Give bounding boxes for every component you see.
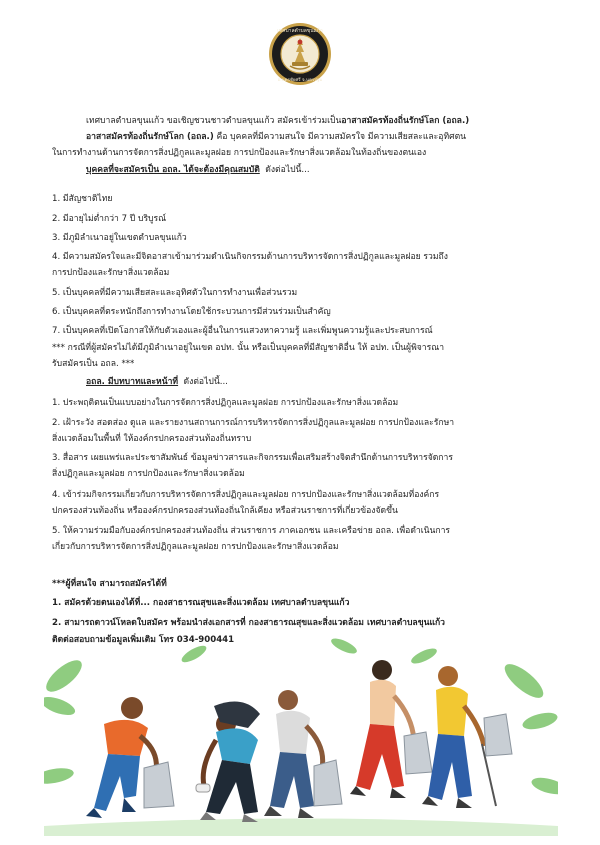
qualification-item: 7. เป็นบุคคลที่เปิดโอกาสให้กับตัวเองและผู้อื่นในการแสวงหาความรู้ และเพิ่มพูนความรู้และประสบการณ์ (52, 326, 433, 336)
qualifications-heading-text: บุคคลที่จะสมัครเป็น อถล. ได้จะต้องมีคุณสมบัติ (86, 165, 260, 175)
logo-top-text: เทศบาลตำบลขุนแก้ว (277, 28, 323, 34)
apply-heading: ***ผู้ที่สนใจ สามารถสมัครได้ที่ (52, 579, 167, 589)
qualification-note: *** กรณีที่ผู้สมัครไม่ได้มีภูมิลำเนาอยู่ในเขต อปท. นั้น หรือเป็นบุคคลที่มีสัญชาติอื่น ให้ อปท. เป็นผู้พิจารณา (52, 343, 445, 353)
intro-highlight: อาสาสมัครท้องถิ่นรักษ์โลก (อถล.) (341, 116, 470, 126)
intro-line-1 (86, 114, 586, 129)
municipality-seal-logo (268, 22, 332, 86)
apply-item: 1. สมัครด้วยตนเองได้ที่... กองสาธารณสุขและสิ่งแวดล้อม เทศบาลตำบลขุนแก้ว (52, 598, 350, 608)
duty-item: 5. ให้ความร่วมมือกับองค์กรปกครองส่วนท้องถิ่น ส่วนราชการ ภาคเอกชน และเครือข่าย อถล. เพื่อดำเนินการ (52, 526, 451, 536)
duty-item-continued: สิ่งแวดล้อมในพื้นที่ ให้องค์กรปกครองส่วนท้องถิ่นทราบ (52, 434, 252, 444)
intro-definition-term: อาสาสมัครท้องถิ่นรักษ์โลก (อถล.) (86, 132, 214, 142)
volunteers-cleanup-illustration (44, 636, 558, 836)
qualification-item-continued: การปกป้องและรักษาสิ่งแวดล้อม (52, 268, 170, 278)
duties-heading-text: อถล. มีบทบาทและหน้าที่ (86, 377, 179, 387)
qualification-item: 1. มีสัญชาติไทย (52, 194, 113, 204)
duties-heading-suffix: ดังต่อไปนี้... (183, 377, 228, 387)
volunteer-man-grabber-icon (422, 666, 512, 808)
intro-text: เทศบาลตำบลขุนแก้ว ขอเชิญชวนชาวตำบลขุนแก้ว สมัครเข้าร่วมเป็น (86, 116, 342, 126)
duty-item-continued: สิ่งปฏิกูลและมูลฝอย การปกป้องและรักษาสิ่งแวดล้อม (52, 469, 245, 479)
duty-item-continued: เกี่ยวกับการบริหารจัดการสิ่งปฏิกูลและมูลฝอย การปกป้องและรักษาสิ่งแวดล้อม (52, 542, 339, 552)
qualification-item: 4. มีความสมัครใจและมีจิตอาสาเข้ามาร่วมดำเนินกิจกรรมด้านการบริหารจัดการสิ่งปฏิกูลและมูลฝอย รวมถึง (52, 252, 448, 262)
qualification-note-continued: รับสมัครเป็น อถล. *** (52, 359, 135, 369)
volunteer-man-backpack-icon (196, 702, 260, 823)
duty-item: 1. ประพฤติตนเป็นแบบอย่างในการจัดการสิ่งปฏิกูลและมูลฝอย การปกป้องและรักษาสิ่งแวดล้อม (52, 398, 399, 408)
qualification-item: 5. เป็นบุคคลที่มีความเสียสละและอุทิศตัวในการทำงานเพื่อส่วนรวม (52, 288, 298, 298)
qualification-item: 2. มีอายุไม่ต่ำกว่า 7 ปี บริบูรณ์ (52, 214, 167, 224)
qualification-item: 3. มีภูมิลำเนาอยู่ในเขตตำบลขุนแก้ว (52, 233, 187, 243)
logo-bottom-text: อ.นครชัยศรี จ.นครปฐม (277, 78, 323, 83)
duties-heading (86, 375, 586, 390)
duty-item: 4. เข้าร่วมกิจกรรมเกี่ยวกับการบริหารจัดการสิ่งปฏิกูลและมูลฝอย การปกป้องและรักษาสิ่งแวดล้อมที่องค์กร (52, 490, 440, 500)
intro-definition-text: คือ บุคคลที่มีความสนใจ มีความสมัครใจ มีความเสียสละและอุทิศตน (213, 132, 467, 142)
volunteer-woman-left-icon (86, 697, 174, 818)
intro-line-3: ในการทำงานด้านการจัดการสิ่งปฏิกูลและมูลฝอย การปกป้องและรักษาสิ่งแวดล้อมในท้องถิ่นของตนเอง (52, 148, 427, 158)
apply-item: 2. สามารถดาวน์โหลดใบสมัคร พร้อมนำส่งเอกสารที่ กองสาธารณสุขและสิ่งแวดล้อม เทศบาลตำบลขุนแก้ว (52, 618, 446, 628)
volunteer-man-bag-icon (264, 690, 342, 818)
qualifications-heading-suffix: ดังต่อไปนี้... (265, 165, 310, 175)
duty-item: 2. เฝ้าระวัง สอดส่อง ดูแล และรายงานสถานการณ์การบริหารจัดการสิ่งปฏิกูลและมูลฝอย การปกป้องและรักษา (52, 418, 455, 428)
volunteer-woman-red-icon (350, 660, 432, 798)
contact-phone: ติดต่อสอบถามข้อมูลเพิ่มเติม โทร 034-900441 (52, 635, 235, 645)
intro-line-2 (86, 130, 586, 145)
duty-item: 3. สื่อสาร เผยแพร่และประชาสัมพันธ์ ข้อมูลข่าวสารและกิจกรรมเพื่อเสริมสร้างจิตสำนึกด้านการบริหารจัดการ (52, 453, 453, 463)
qualifications-heading (86, 163, 586, 178)
duty-item-continued: ปกครองส่วนท้องถิ่น หรือองค์กรปกครองส่วนท้องถิ่นใกล้เคียง หรือส่วนราชการที่เกี่ยวข้องจัดขึ้น (52, 506, 398, 516)
qualification-item: 6. เป็นบุคคลที่ตระหนักถึงการทำงานโดยใช้กระบวนการมีส่วนร่วมเป็นสำคัญ (52, 307, 331, 317)
